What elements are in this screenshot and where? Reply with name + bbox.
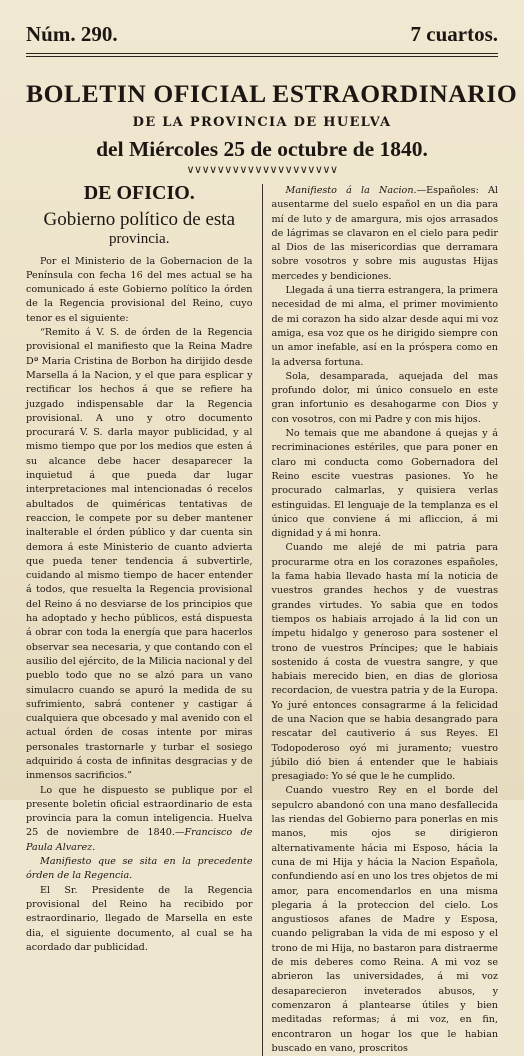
- paragraph: El Sr. Presidente de la Regencia provisional del Reino ha recibido por estraordinario, llegado de Marsella en este dia, el siguiente documento, al cual se ha acordado dar publicidad.: [26, 884, 253, 953]
- masthead-rule: [26, 53, 498, 54]
- section-heading: DE OFICIO.: [83, 182, 195, 204]
- issue-date: del Miércoles 25 de octubre de 1840.: [96, 137, 428, 161]
- paragraph: [26, 784, 253, 855]
- right-column: [272, 184, 499, 1056]
- issue-price: 7 cuartos.: [410, 22, 498, 46]
- paragraph: “Remito á V. S. de órden de la Regencia provisional el manifiesto que la Reina Madre Dª Maria Cristina de Borbon ha dirijido desde Marsella á la Nacion, y el que para esplicar y rectificar los hechos á que se refiere ha juzgado indispensable dar la Regencia provisional. A uno y otro documento procurará V. S. darla mayor publicidad, y al mismo tiempo que por los medios que esten á su alcance debe hacer desaparecer la inquietud á que pueda dar lugar interpretaciones mal intencionadas ó recelos abultados de quiméricas tentativas de reaccion, le compete por su deber mantener inalterable el órden público y dar cuenta sin demora á este Ministerio de cuanto advierta que pueda tener tendencia á subvertirle, cuidando al mismo tiempo de hacer entender á todos, que resuelta la Regencia provisional del Reino á no desviarse de los principios que ha adoptado y hecho públicos, está dispuesta á obrar con toda la energía que para hacerlos observar sea necesaria, y que contando con el ausilio del ejército, de la Milicia nacional y del pueblo todo que no se alzó para un vano simulacro cuando se apuró la medida de su sufrimiento, sabrá contener y castigar á cualquiera que obcesado y mal avenido con el actual órden de cosas intente por miras personales trastornarle y turbar el sosiego adquirido á costa de infinitas desgracias y de inmensos sacrificios.”: [26, 327, 253, 782]
- signature: Francisco de Paula Alvarez.: [26, 827, 253, 853]
- paragraph: Sola, desamparada, aquejada del mas profundo dolor, mi único consuelo en este gran infortunio es desahogarme con Dios y con vosotros, con mi Padre y con mis hijos.: [271, 370, 498, 425]
- ornament-divider: ∨∨∨∨∨∨∨∨∨∨∨∨∨∨∨∨∨∨∨∨: [186, 163, 338, 176]
- masthead-rule-thin: [26, 56, 498, 57]
- article-columns: [26, 184, 498, 1056]
- masthead-topline: [26, 22, 498, 47]
- paragraph: Cuando vuestro Rey en el borde del sepulcro abandonó con una mano desfallecida las riendas del Gobierno para ponerlas en mis manos, mis ojos se dirigieron alternativamente hácia mi Esposo, hácia la cuna de mi Hija y hácia la Nacion Española, confundiendo así en uno los tres objetos de mi amor, para encomendarlos en una misma plegaria á la proteccion del cielo. Los angustiosos afanes de Madre y Esposa, cuando peligraban la vida de mi esposo y el trono de mi Hija, no bastaron para distraerme de mis deberes como Reina. A mi voz se abrieron las universidades, á mi voz desaparecieron inveterados abusos, y comenzaron á plantearse útiles y bien meditadas reformas; á mi voz, en fin, encontraron un hogar los que le habian buscado en vano, proscritos: [271, 785, 498, 1054]
- left-column: [26, 184, 253, 1056]
- paragraph: Llegada á una tierra estrangera, la primera necesidad de mi alma, el primer movimiento de mi corazon ha sido alzar desde aqui mi voz amiga, esa voz que os he dirigido siempre con un amor inefable, así en la próspera como en la adversa fortuna.: [271, 285, 498, 368]
- paragraph-text: —Españoles: Al ausentarme del suelo español en un dia para mí de luto y de amargura, mis ojos arrasados de lágrimas se clavaron en el cielo para pedir al Dios de las misericordias que derramara sobre vosotros y sobre mis augustas Hijas mercedes y bendiciones.: [271, 185, 498, 282]
- newspaper-title: BOLETIN OFICIAL ESTRAORDINARIO: [26, 79, 518, 108]
- issue-number: Núm. 290.: [26, 22, 118, 46]
- column-divider: [262, 184, 263, 1056]
- newspaper-subtitle: DE LA PROVINCIA DE HUELVA: [132, 115, 392, 130]
- article-heading-cont: provincia.: [109, 231, 170, 248]
- article-heading: Gobierno político de esta: [43, 209, 236, 231]
- paragraph-text: Lo que he dispuesto se publique por el presente boletin oficial estraordinario de esta provincia para la comun inteligencia. Huelva 25 de noviembre de 1840.—: [26, 784, 253, 839]
- paragraph: Cuando me alejé de mi patria para procurarme otra en los corazones españoles, la fama habia llevado hasta mí la noticia de vuestros grandes hechos y de vuestras grandes virtudes. Yo sabia que en todos tiempos os habiais arrojado á la lid con un ímpetu hidalgo y generoso para sostener el trono de vuestros Príncipes; que le habiais sostenido á costa de vuestra sangre, y que habiais merecido bien, en dias de gloriosa recordacion, de vuestra patria y de la Europa. Yo juré entonces consagrarme á la felicidad de una Nacion que se habia desangrado para rescatar del cautiverio á sus Reyes. El Todopoderoso oyó mi juramento; vuestro júbilo dió bien á entender que le habiais presagiado: Yo sé que le he cumplido.: [271, 542, 498, 783]
- paragraph: [272, 184, 499, 284]
- paragraph: Por el Ministerio de la Gobernacion de la Península con fecha 16 del mes actual se ha comunicado á este Gobierno político la órden de la Regencia provisional del Reino, cuyo tenor es el siguiente:: [26, 255, 253, 324]
- manifesto-title: Manifiesto á la Nacion.: [285, 185, 417, 196]
- paragraph-italic: Manifiesto que se sita en la precedente órden de la Regencia.: [26, 856, 253, 882]
- paragraph: No temais que me abandone á quejas y á recriminaciones estériles, que para poner en claro mi conducta como Gobernadora del Reino escite vuestras pasiones. Yo he procurado calmarlas, y quisiera verlas estinguidas. El lenguaje de la templanza es el único que conviene á mi afliccion, á mi dignidad y á mi honra.: [271, 428, 498, 540]
